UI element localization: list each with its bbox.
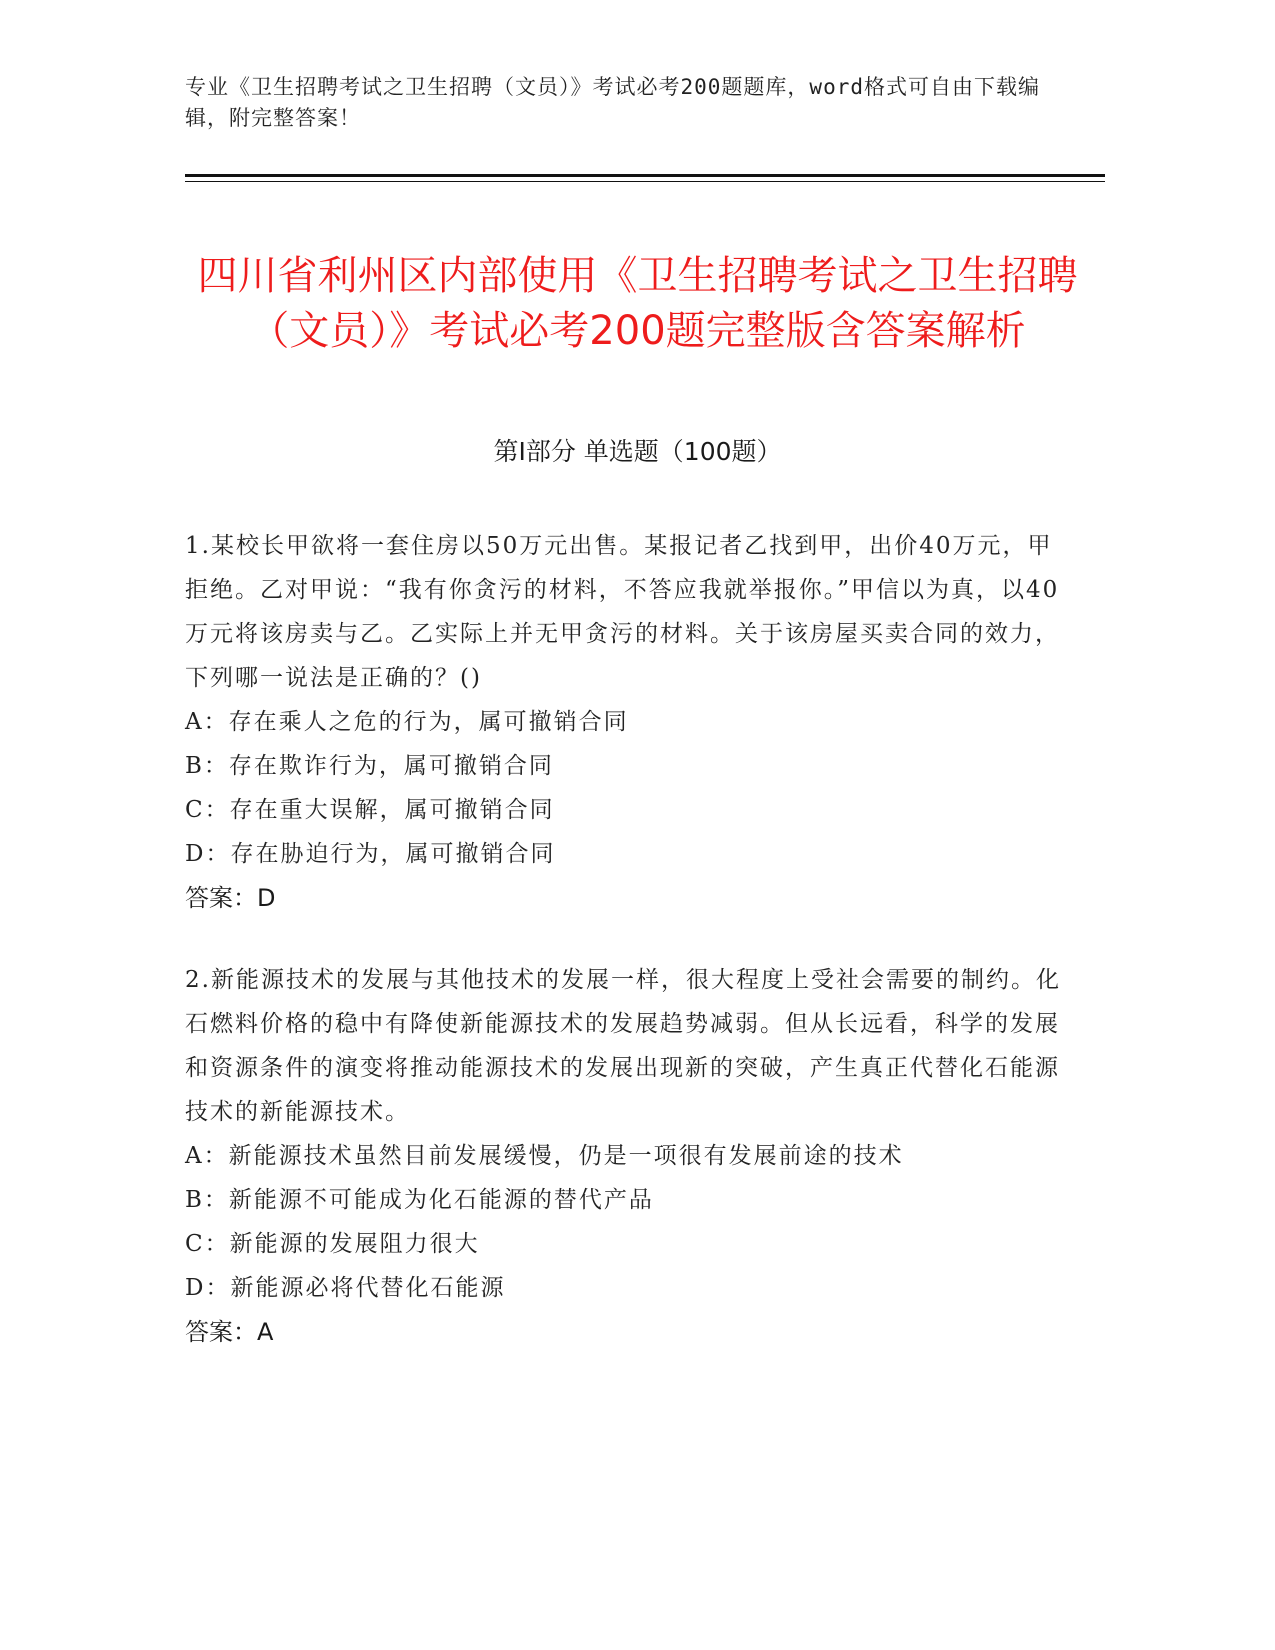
section-heading: 第I部分 单选题（100题） [493, 437, 782, 466]
header-divider-thick [185, 174, 1105, 177]
answer-line: 答案：A [185, 1318, 274, 1346]
header-note: 专业《卫生招聘考试之卫生招聘（文员）》考试必考200题题库，word格式可自由下载编辑，附完整答案！ [185, 75, 1040, 130]
answer-line: 答案：D [185, 884, 276, 912]
option-a: A：新能源技术虽然目前发展缓慢，仍是一项很有发展前途的技术 [185, 1143, 904, 1169]
question-2 [185, 958, 1065, 1354]
question-stem: 1.某校长甲欲将一套住房以50万元出售。某报记者乙找到甲，出价40万元，甲拒绝。乙对甲说：“我有你贪污的材料，不答应我就举报你。”甲信以为真，以40万元将该房卖与乙。乙实际上并无甲贪污的材料。关于该房屋买卖合同的效力，下列哪一说法是正确的？() [185, 533, 1060, 691]
option-c: C：新能源的发展阻力很大 [185, 1231, 480, 1257]
option-d: D：存在胁迫行为，属可撤销合同 [185, 841, 556, 867]
document-title: 四川省利州区内部使用《卫生招聘考试之卫生招聘（文员）》考试必考200题完整版含答案解析 [197, 252, 1078, 354]
option-b: B：新能源不可能成为化石能源的替代产品 [185, 1187, 654, 1213]
question-1 [185, 524, 1065, 920]
option-d: D：新能源必将代替化石能源 [185, 1275, 506, 1301]
option-b: B：存在欺诈行为，属可撤销合同 [185, 753, 554, 779]
option-c: C：存在重大误解，属可撤销合同 [185, 797, 555, 823]
header-divider-thin [185, 181, 1105, 182]
option-a: A：存在乘人之危的行为，属可撤销合同 [185, 709, 629, 735]
question-stem: 2.新能源技术的发展与其他技术的发展一样，很大程度上受社会需要的制约。化石燃料价格的稳中有降使新能源技术的发展趋势减弱。但从长远看，科学的发展和资源条件的演变将推动能源技术的发展出现新的突破，产生真正代替化石能源技术的新能源技术。 [185, 967, 1061, 1125]
